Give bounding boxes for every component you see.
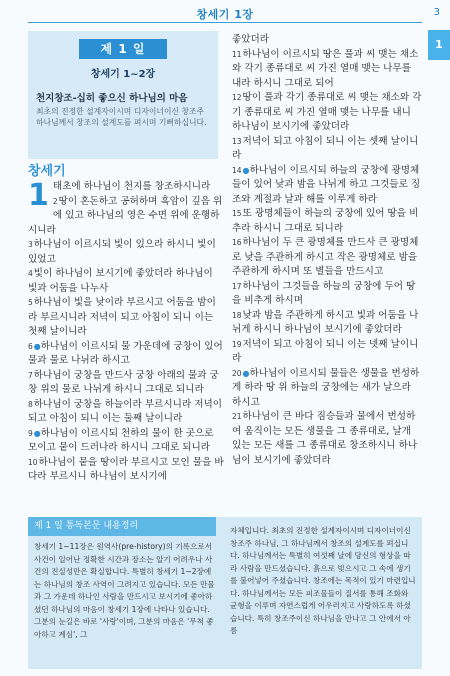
verse [232, 164, 422, 208]
summary-title: 제 1 일 통독본문 내용정리 [28, 517, 216, 536]
verse-text: 하나님이 큰 바다 짐승들과 물에서 번성하여 움직이는 모든 생물을 그 종류대로, 날개 있는 모든 새를 그 종류대로 창조하시니 하나님이 보시기에 좋았더라 [232, 411, 418, 466]
verse-number: 11 [232, 49, 242, 59]
day-headline: 천지창조-십히 좋으신 하나님의 마음 [36, 93, 188, 104]
verse-number: 5 [28, 298, 33, 307]
verse-text: 하나님이 이르시되 물 가운데에 궁창이 있어 물과 물로 나뉘라 하시고 [28, 340, 223, 366]
verse [28, 398, 224, 427]
bullet-dot-icon: ● [33, 341, 41, 351]
chapter-thumb-tab[interactable]: 1 [428, 30, 450, 60]
verse [28, 238, 224, 267]
running-head: 창세기 1장 [196, 8, 254, 21]
verse-text: 하나님이 궁창을 만드사 궁창 아래의 물과 궁창 위의 물로 나뉘게 하시니 그대로 되니라 [28, 369, 219, 395]
bullet-dot-icon: ● [33, 428, 41, 438]
verse [232, 338, 422, 367]
page-number: 3 [433, 7, 440, 18]
verse-text: 저녁이 되고 아침이 되니 이는 넷째 날이니라 [232, 338, 419, 364]
verse [232, 280, 422, 309]
day-title: 제 1 일 [79, 39, 167, 59]
verse [28, 296, 224, 340]
verse-number: 18 [232, 310, 242, 320]
summary-text-right: 자체입니다. 최초의 진정한 설계자이시며 디자이너이신 창조주 하나님, 그 하나님께서 창조의 설계도를 펴십니다. 하나님께서는 특별히 여섯째 날에 당신의 형상을 따라 사람을 만드셨습니다. 흙으로 빚으시고 그 속에 생기를 불어넣어 주셨습니다. 창조에는 목적이 있기 마련입니다. 하나님께서는 모든 피조물들이 질서를 통해 조화와 균형을 이루며 자연스럽게 어우러지고 사랑하도록 하셨습니다. 특히 창조주이신 하나님을 만나고 그 안에서 아름 [230, 526, 416, 635]
verse-number: 20 [232, 368, 242, 378]
bullet-dot-icon: ● [242, 368, 250, 378]
day-intro-box [28, 31, 218, 159]
book-title: 창세기 [28, 164, 66, 179]
verse-number: 13 [232, 136, 242, 146]
day-reference: 창세기 1~2장 [90, 69, 156, 80]
verse [232, 309, 422, 338]
verse [28, 195, 224, 239]
verse-number: 14 [232, 165, 242, 175]
verse-text: 하나님이 그것들을 하늘의 궁창에 두어 땅을 비추게 하시며 [232, 280, 416, 306]
header-rule [28, 22, 422, 23]
verse-column-left [28, 180, 224, 485]
verse-number: 7 [28, 370, 33, 380]
verse [232, 207, 422, 236]
verse [28, 267, 224, 296]
verse [232, 410, 422, 468]
verse-text: 하나님이 이르시되 하늘의 궁창에 광명체들이 있어 낮과 밤을 나뉘게 하고 그것들로 징조와 계절과 날과 해를 이루게 하라 [232, 164, 421, 205]
verse-number: 3 [28, 240, 33, 249]
verse-text: 하나님이 빛을 낮이라 부르시고 어둠을 밤이라 부르시니라 저녁이 되고 아침이 되니 이는 첫째 날이니라 [28, 297, 216, 337]
verse-text: 하나님이 이르시되 빛이 있으라 하시니 빛이 있었고 [28, 239, 216, 265]
verse-number: 9 [28, 428, 33, 438]
verse-column-right [232, 33, 422, 468]
verse-number: 10 [28, 457, 38, 467]
verse-text: 땅이 풀과 각기 종류대로 씨 맺는 채소와 각기 종류대로 씨 가진 열매 맺는 나무를 내니 하나님이 보시기에 좋았더라 [232, 92, 422, 132]
verse-text: 좋았더라 [232, 34, 270, 45]
verse-number: 21 [232, 412, 242, 421]
verse-number: 12 [232, 93, 242, 102]
verse [232, 236, 422, 280]
verse-number: 8 [28, 399, 33, 409]
verse [28, 178, 224, 213]
verse [232, 135, 422, 164]
chapter-number: 1 [28, 178, 49, 213]
verse-text: 태초에 하나님이 천지를 창조하시니라 [52, 181, 211, 192]
verse-number: 6 [28, 341, 33, 351]
verse-number: 16 [232, 238, 242, 247]
verse [232, 91, 422, 135]
verse [232, 33, 422, 48]
verse-text: 하나님이 궁창을 하늘이라 부르시니라 저녁이 되고 아침이 되니 이는 둘째 날이니라 [28, 398, 223, 424]
verse-number: 2 [52, 196, 58, 206]
verse-number: 17 [232, 281, 242, 291]
verse-number: 19 [232, 339, 242, 349]
verse-text: 하나님이 이르시되 물들은 생물을 번성하게 하라 땅 위 하늘의 궁창에는 새가 날으라 하시고 [232, 367, 420, 408]
verse [28, 456, 224, 485]
verse [28, 427, 224, 456]
verse-text: 하나님이 이르시되 땅은 풀과 씨 맺는 채소와 각기 종류대로 씨 가진 열매 맺는 나무를 내라 하시니 그대로 되어 [232, 48, 419, 89]
verse-text: 빛이 하나님이 보시기에 좋았더라 하나님이 빛과 어둠을 나누사 [28, 268, 213, 294]
verse-text: 저녁이 되고 아침이 되니 이는 셋째 날이니라 [232, 135, 419, 161]
bullet-dot-icon: ● [242, 165, 250, 175]
verse-text: 하나님이 두 큰 광명체를 만드사 큰 광명체로 낮을 주관하게 하시고 작은 광명체로 밤을 주관하게 하시며 또 별들을 만드시고 [232, 237, 419, 277]
verse-text: 낮과 밤을 주관하게 하시고 빛과 어둠을 나뉘게 하시니 하나님이 보시기에 좋았더라 [232, 309, 419, 335]
verse [28, 340, 224, 369]
verse-number: 4 [28, 269, 33, 278]
page-header [0, 0, 450, 30]
verse-text: 땅이 혼돈하고 공허하며 흑암이 깊음 위에 있고 하나님의 영은 수면 위에 운행하시니라 [28, 195, 223, 236]
verse-number: 15 [232, 209, 242, 218]
day-description: 최초의 진정한 설계자이시며 디자이너이신 창조주 하나님께서 창조의 설계도를 펴시며 기뻐하십니다. [36, 107, 207, 127]
verse-text: 하나님이 이르시되 천하의 물이 한 곳으로 모이고 뭍이 드러나라 하시니 그대로 되니라 [28, 427, 214, 453]
verse-text: 하나님이 뭍을 땅이라 부르시고 모인 물을 바다라 부르시니 하나님이 보시기에 [28, 456, 224, 482]
verse [232, 48, 422, 92]
summary-text-left: 창세기 1~11장은 원역사(pre-history)의 기록으로서 사건이 일어난 정확한 시간과 장소는 알기 어려우나 사건의 진실성만은 확실합니다. 특별히 창세기 1~2장에는 하나님의 창조 사역이 그려지고 있습니다. 모든 만물과 그 가운데 하나인 사람을 만드시고 보시기에 좋아하셨던 하나님의 마음이 창세기 1장에 나타나 있습니다. 그분의 눈길은 바로 '사랑'이며, 그분의 마음은 '무척 좋아하고 계심', 그 [34, 542, 215, 639]
verse [232, 367, 422, 411]
verse [28, 369, 224, 398]
verse-text: 또 광명체들이 하늘의 궁창에 있어 땅을 비추라 하시니 그대로 되니라 [232, 208, 419, 234]
